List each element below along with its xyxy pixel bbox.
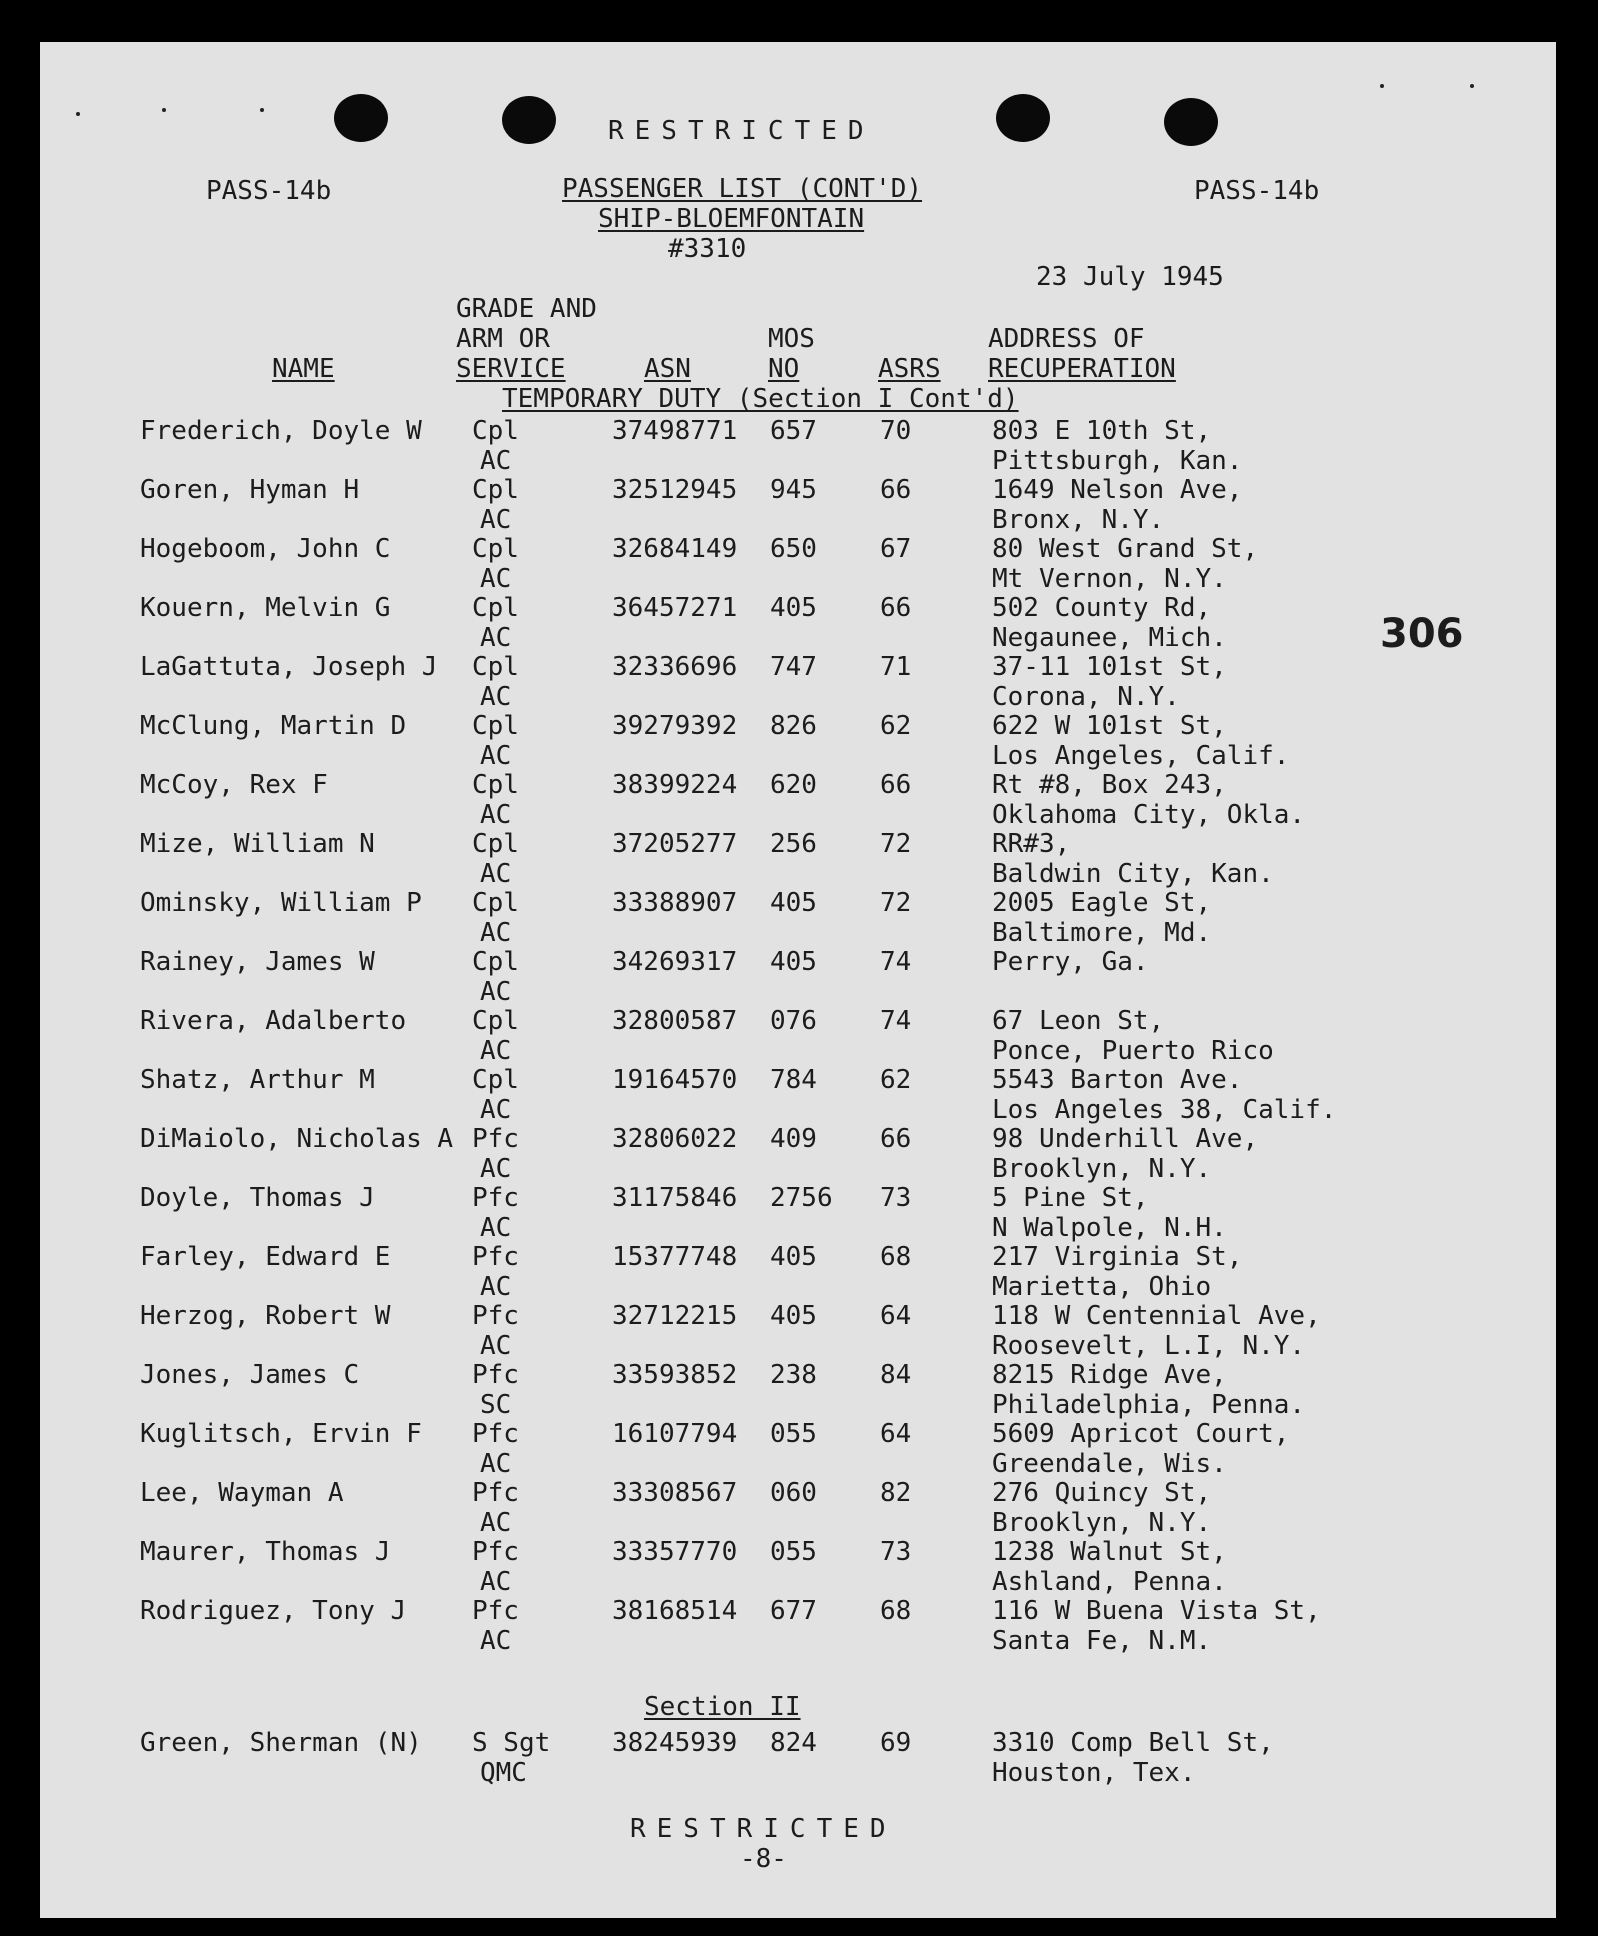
cell-asn: 15377748 (612, 1242, 738, 1272)
cell-addr2: Baltimore, Md. (992, 918, 1212, 948)
table-row (40, 1480, 1556, 1540)
cell-addr2: Mt Vernon, N.Y. (992, 564, 1227, 594)
cell-grade: Pfc (472, 1537, 519, 1567)
cell-addr2: Marietta, Ohio (992, 1272, 1212, 1302)
cell-addr1: 37-11 101st St, (992, 652, 1227, 682)
cell-addr2: Baldwin City, Kan. (992, 859, 1274, 889)
col-mos-line2: NO (768, 354, 800, 384)
cell-addr2: Philadelphia, Penna. (992, 1390, 1306, 1420)
col-name: NAME (272, 354, 335, 384)
cell-grade: Cpl (472, 711, 519, 741)
cell-mos: 405 (770, 888, 817, 918)
cell-addr2: Ashland, Penna. (992, 1567, 1227, 1597)
cell-asn: 38245939 (612, 1728, 738, 1758)
cell-arm: QMC (480, 1758, 527, 1788)
cell-addr1: 118 W Centennial Ave, (992, 1301, 1321, 1331)
form-code-left: PASS-14b (206, 176, 332, 206)
cell-asrs: 70 (880, 416, 912, 446)
cell-asrs: 64 (880, 1301, 912, 1331)
cell-mos: 650 (770, 534, 817, 564)
cell-name: Maurer, Thomas J (140, 1537, 391, 1567)
cell-asrs: 62 (880, 711, 912, 741)
cell-addr2: Los Angeles, Calif. (992, 741, 1290, 771)
cell-asn: 38399224 (612, 770, 738, 800)
document-date: 23 July 1945 (1036, 262, 1224, 292)
cell-grade: Cpl (472, 770, 519, 800)
table-row (40, 1362, 1556, 1422)
cell-name: Goren, Hyman H (140, 475, 360, 505)
cell-name: McClung, Martin D (140, 711, 407, 741)
cell-name: Shatz, Arthur M (140, 1065, 375, 1095)
cell-arm: AC (480, 1331, 512, 1361)
cell-name: Rainey, James W (140, 947, 375, 977)
cell-arm: AC (480, 918, 512, 948)
col-address-line2: RECUPERATION (988, 354, 1176, 384)
table-row (40, 1008, 1556, 1068)
cell-mos: 824 (770, 1728, 817, 1758)
cell-addr1: 80 West Grand St, (992, 534, 1259, 564)
cell-arm: AC (480, 741, 512, 771)
cell-arm: AC (480, 977, 512, 1007)
form-code-right: PASS-14b (1194, 176, 1320, 206)
cell-grade: Pfc (472, 1124, 519, 1154)
cell-asrs: 74 (880, 947, 912, 977)
cell-grade: Cpl (472, 534, 519, 564)
punch-hole (996, 94, 1050, 142)
cell-name: LaGattuta, Joseph J (140, 652, 438, 682)
speck (260, 108, 264, 112)
col-asrs: ASRS (878, 354, 941, 384)
cell-asn: 38168514 (612, 1596, 738, 1626)
cell-asn: 37498771 (612, 416, 738, 446)
cell-arm: AC (480, 1154, 512, 1184)
cell-grade: Cpl (472, 1006, 519, 1036)
cell-name: Hogeboom, John C (140, 534, 391, 564)
cell-asn: 16107794 (612, 1419, 738, 1449)
cell-mos: 256 (770, 829, 817, 859)
cell-grade: Cpl (472, 475, 519, 505)
speck (1470, 84, 1474, 88)
document-page (40, 42, 1556, 1918)
cell-asrs: 72 (880, 829, 912, 859)
table-row (40, 890, 1556, 950)
cell-name: Herzog, Robert W (140, 1301, 391, 1331)
cell-addr2: N Walpole, N.H. (992, 1213, 1227, 1243)
col-mos-line1: MOS (768, 324, 815, 354)
cell-arm: AC (480, 1213, 512, 1243)
cell-mos: 409 (770, 1124, 817, 1154)
cell-arm: AC (480, 682, 512, 712)
cell-addr2: Oklahoma City, Okla. (992, 800, 1306, 830)
cell-addr1: 803 E 10th St, (992, 416, 1212, 446)
cell-mos: 060 (770, 1478, 817, 1508)
cell-addr2: Los Angeles 38, Calif. (992, 1095, 1337, 1125)
cell-addr2: Santa Fe, N.M. (992, 1626, 1212, 1656)
table-row (40, 1126, 1556, 1186)
ship-name: SHIP-BLOEMFONTAIN (598, 204, 865, 234)
table-row (40, 1421, 1556, 1481)
cell-asn: 19164570 (612, 1065, 738, 1095)
cell-addr1: 8215 Ridge Ave, (992, 1360, 1227, 1390)
cell-asn: 37205277 (612, 829, 738, 859)
speck (1380, 84, 1384, 88)
cell-name: Kuglitsch, Ervin F (140, 1419, 422, 1449)
cell-addr1: 98 Underhill Ave, (992, 1124, 1259, 1154)
col-grade-line1: GRADE AND (456, 294, 597, 324)
restricted-bottom: RESTRICTED (630, 1814, 897, 1844)
cell-addr1: 67 Leon St, (992, 1006, 1165, 1036)
table-row (40, 831, 1556, 891)
table-row (40, 418, 1556, 478)
cell-mos: 747 (770, 652, 817, 682)
cell-asn: 36457271 (612, 593, 738, 623)
cell-addr1: 5609 Apricot Court, (992, 1419, 1290, 1449)
punch-hole (1164, 98, 1218, 146)
cell-addr2: Corona, N.Y. (992, 682, 1180, 712)
cell-asrs: 73 (880, 1183, 912, 1213)
document-title: PASSENGER LIST (CONT'D) (562, 174, 923, 204)
cell-mos: 238 (770, 1360, 817, 1390)
cell-addr1: 5543 Barton Ave. (992, 1065, 1243, 1095)
cell-name: Rivera, Adalberto (140, 1006, 407, 1036)
cell-grade: Cpl (472, 947, 519, 977)
cell-mos: 657 (770, 416, 817, 446)
cell-addr2: Negaunee, Mich. (992, 623, 1227, 653)
cell-asrs: 67 (880, 534, 912, 564)
cell-asn: 32336696 (612, 652, 738, 682)
cell-arm: AC (480, 1567, 512, 1597)
cell-arm: SC (480, 1390, 512, 1420)
table-row (40, 654, 1556, 714)
cell-mos: 677 (770, 1596, 817, 1626)
page-stamp: 306 (1380, 611, 1464, 657)
cell-asrs: 71 (880, 652, 912, 682)
cell-asrs: 66 (880, 770, 912, 800)
cell-mos: 055 (770, 1419, 817, 1449)
cell-name: DiMaiolo, Nicholas A (140, 1124, 454, 1154)
cell-arm: AC (480, 623, 512, 653)
cell-mos: 2756 (770, 1183, 833, 1213)
cell-addr1: Rt #8, Box 243, (992, 770, 1227, 800)
table-row (40, 1185, 1556, 1245)
speck (162, 108, 166, 112)
cell-arm: AC (480, 564, 512, 594)
cell-name: Jones, James C (140, 1360, 360, 1390)
cell-addr2: Brooklyn, N.Y. (992, 1508, 1212, 1538)
cell-asn: 39279392 (612, 711, 738, 741)
cell-addr2: Ponce, Puerto Rico (992, 1036, 1274, 1066)
table-row (40, 536, 1556, 596)
cell-name: Frederich, Doyle W (140, 416, 422, 446)
cell-arm: AC (480, 1449, 512, 1479)
cell-grade: Cpl (472, 829, 519, 859)
cell-asrs: 62 (880, 1065, 912, 1095)
cell-asn: 32806022 (612, 1124, 738, 1154)
cell-asrs: 68 (880, 1242, 912, 1272)
col-grade-line2: ARM OR (456, 324, 550, 354)
table-row (40, 713, 1556, 773)
cell-mos: 405 (770, 593, 817, 623)
cell-asrs: 66 (880, 1124, 912, 1154)
cell-asn: 32684149 (612, 534, 738, 564)
cell-grade: Cpl (472, 593, 519, 623)
punch-hole (334, 94, 388, 142)
cell-addr2: Bronx, N.Y. (992, 505, 1165, 535)
section-one-title: TEMPORARY DUTY (Section I Cont'd) (502, 384, 1019, 414)
cell-asn: 32512945 (612, 475, 738, 505)
cell-arm: AC (480, 1508, 512, 1538)
cell-mos: 620 (770, 770, 817, 800)
cell-asrs: 84 (880, 1360, 912, 1390)
cell-arm: AC (480, 446, 512, 476)
cell-asn: 33308567 (612, 1478, 738, 1508)
cell-mos: 405 (770, 1242, 817, 1272)
cell-asrs: 74 (880, 1006, 912, 1036)
cell-grade: Pfc (472, 1419, 519, 1449)
cell-addr1: 116 W Buena Vista St, (992, 1596, 1321, 1626)
cell-arm: AC (480, 1095, 512, 1125)
table-row (40, 1539, 1556, 1599)
cell-mos: 055 (770, 1537, 817, 1567)
cell-name: Rodriguez, Tony J (140, 1596, 407, 1626)
cell-mos: 076 (770, 1006, 817, 1036)
col-address-line1: ADDRESS OF (988, 324, 1145, 354)
cell-addr1: 2005 Eagle St, (992, 888, 1212, 918)
table-row (40, 1730, 1556, 1790)
cell-asn: 33593852 (612, 1360, 738, 1390)
cell-asrs: 68 (880, 1596, 912, 1626)
table-row (40, 1244, 1556, 1304)
cell-asrs: 64 (880, 1419, 912, 1449)
table-row (40, 1303, 1556, 1363)
section-two-title: Section II (644, 1692, 801, 1722)
cell-addr1: Perry, Ga. (992, 947, 1149, 977)
cell-arm: AC (480, 505, 512, 535)
cell-addr2: Houston, Tex. (992, 1758, 1196, 1788)
cell-addr1: RR#3, (992, 829, 1071, 859)
cell-name: Farley, Edward E (140, 1242, 391, 1272)
col-grade-line3: SERVICE (456, 354, 566, 384)
cell-grade: Pfc (472, 1242, 519, 1272)
table-row (40, 1598, 1556, 1658)
col-asn: ASN (644, 354, 691, 384)
table-row (40, 772, 1556, 832)
cell-arm: AC (480, 1036, 512, 1066)
table-row (40, 595, 1556, 655)
restricted-top: RESTRICTED (608, 116, 875, 146)
cell-grade: S Sgt (472, 1728, 551, 1758)
cell-asrs: 72 (880, 888, 912, 918)
cell-asn: 34269317 (612, 947, 738, 977)
cell-asrs: 73 (880, 1537, 912, 1567)
table-row (40, 949, 1556, 1009)
cell-name: Lee, Wayman A (140, 1478, 344, 1508)
cell-mos: 405 (770, 1301, 817, 1331)
cell-grade: Cpl (472, 1065, 519, 1095)
cell-addr2: Roosevelt, L.I, N.Y. (992, 1331, 1306, 1361)
cell-asrs: 66 (880, 593, 912, 623)
cell-grade: Cpl (472, 888, 519, 918)
cell-mos: 945 (770, 475, 817, 505)
cell-asrs: 82 (880, 1478, 912, 1508)
cell-arm: AC (480, 859, 512, 889)
cell-name: Mize, William N (140, 829, 375, 859)
cell-addr1: 502 County Rd, (992, 593, 1212, 623)
cell-addr1: 3310 Comp Bell St, (992, 1728, 1274, 1758)
cell-addr1: 622 W 101st St, (992, 711, 1227, 741)
speck (76, 112, 80, 116)
cell-arm: AC (480, 800, 512, 830)
cell-asrs: 69 (880, 1728, 912, 1758)
cell-grade: Pfc (472, 1596, 519, 1626)
ship-number: #3310 (668, 234, 747, 264)
cell-addr2: Brooklyn, N.Y. (992, 1154, 1212, 1184)
cell-asn: 33357770 (612, 1537, 738, 1567)
cell-asn: 31175846 (612, 1183, 738, 1213)
page-number: -8- (740, 1844, 787, 1874)
cell-arm: AC (480, 1626, 512, 1656)
cell-name: Ominsky, William P (140, 888, 422, 918)
cell-name: Green, Sherman (N) (140, 1728, 422, 1758)
cell-asn: 32800587 (612, 1006, 738, 1036)
cell-name: Doyle, Thomas J (140, 1183, 375, 1213)
cell-grade: Pfc (472, 1183, 519, 1213)
cell-grade: Pfc (472, 1360, 519, 1390)
cell-asn: 32712215 (612, 1301, 738, 1331)
cell-addr2: Pittsburgh, Kan. (992, 446, 1243, 476)
punch-hole (502, 96, 556, 144)
cell-mos: 784 (770, 1065, 817, 1095)
cell-addr1: 217 Virginia St, (992, 1242, 1243, 1272)
cell-addr1: 276 Quincy St, (992, 1478, 1212, 1508)
cell-mos: 405 (770, 947, 817, 977)
cell-grade: Pfc (472, 1478, 519, 1508)
table-row (40, 477, 1556, 537)
cell-addr1: 1238 Walnut St, (992, 1537, 1227, 1567)
cell-grade: Cpl (472, 416, 519, 446)
cell-asrs: 66 (880, 475, 912, 505)
table-row (40, 1067, 1556, 1127)
cell-arm: AC (480, 1272, 512, 1302)
cell-addr2: Greendale, Wis. (992, 1449, 1227, 1479)
cell-name: Kouern, Melvin G (140, 593, 391, 623)
cell-addr1: 5 Pine St, (992, 1183, 1149, 1213)
cell-mos: 826 (770, 711, 817, 741)
cell-grade: Pfc (472, 1301, 519, 1331)
cell-name: McCoy, Rex F (140, 770, 328, 800)
cell-addr1: 1649 Nelson Ave, (992, 475, 1243, 505)
cell-asn: 33388907 (612, 888, 738, 918)
cell-grade: Cpl (472, 652, 519, 682)
